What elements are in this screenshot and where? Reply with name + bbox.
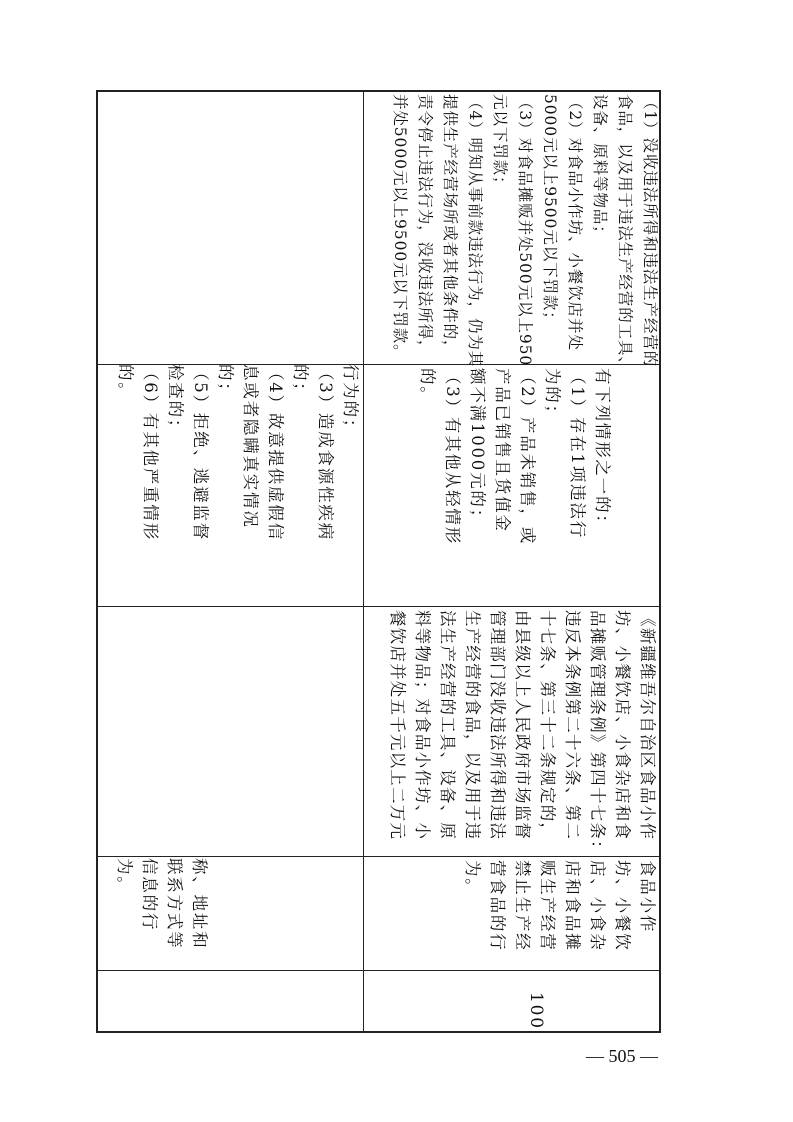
text-line: 行为的； — [341, 364, 360, 438]
text-line: 额不满1000元的； — [468, 368, 487, 527]
row100-circumstance-cell — [415, 368, 615, 602]
text-line: 十七条、第三十二条规定的， — [538, 610, 557, 841]
row-divider — [363, 90, 364, 1033]
text-line: 联系方式等 — [165, 858, 184, 950]
text-line: 检查的； — [166, 364, 185, 438]
text-line: 坊、小餐饮 — [613, 860, 632, 952]
text-line: 营食品的行 — [488, 860, 507, 952]
text-line: 并处5000元以上9500元以下罚款。 — [391, 94, 409, 361]
text-line: 料等物品；对食品小作坊、小 — [413, 610, 432, 841]
text-line: （3）有其他从轻情形 — [443, 368, 462, 545]
text-line: 为的； — [543, 368, 562, 423]
text-line: 贩生产经营 — [538, 860, 557, 952]
prev-row-severe-cell — [113, 364, 363, 604]
text-line: 禁止生产经 — [513, 860, 532, 952]
text-line: 食品小作 — [638, 860, 657, 934]
prev-row-name-cell — [112, 858, 212, 968]
text-line: 生产经营的食品，以及用于违 — [463, 610, 482, 841]
text-line: 为。 — [463, 860, 482, 897]
text-line: 提供生产经营场所或者其他条件的， — [441, 94, 459, 357]
row100-name-cell — [460, 860, 660, 970]
text-line: （3）对食品摊贩并处500元以上950 — [516, 94, 534, 367]
col-divider-name-basis — [96, 856, 661, 857]
text-line: 法生产经营的工具、设备、原 — [438, 610, 457, 841]
text-line: 店和食品摊 — [563, 860, 582, 952]
text-line: （6）有其他严重情形 — [141, 364, 160, 541]
text-line: 称、地址和 — [190, 858, 209, 950]
page-number: — 505 — — [586, 1046, 658, 1066]
text-line: （5）拒绝、逃避监督 — [191, 364, 210, 541]
row100-legal-basis-cell — [385, 610, 660, 858]
text-line: 的。 — [116, 364, 135, 401]
col-divider-basis-circumstance — [96, 606, 661, 607]
text-line: （1）存在1项违法行 — [568, 368, 587, 539]
text-line: （2）产品未销售，或 — [518, 368, 537, 545]
text-line: 为。 — [115, 858, 134, 895]
text-line: （3）造成食源性疾病 — [316, 364, 335, 541]
text-line: 信息的行 — [140, 858, 159, 932]
row100-penalty-cell — [387, 94, 662, 373]
text-line: （4）明知从事前款违法行为，仍为其 — [466, 94, 484, 368]
text-line: 《新疆维吾尔自治区食品小作 — [638, 610, 657, 841]
text-line: （4）故意提供虚假信 — [266, 364, 285, 541]
text-line: 的； — [216, 364, 235, 401]
text-line: 食品，以及用于违法生产经营的工具、 — [616, 94, 634, 373]
text-line: 由县级以上人民政府市场监督 — [513, 610, 532, 841]
text-line: 5000元以上9500元以下罚款； — [541, 94, 559, 328]
text-line: 设备、原料等物品； — [591, 94, 609, 242]
text-line: （1）没收违法所得和违法生产经营的 — [641, 94, 659, 368]
row-number: 100 — [526, 992, 546, 1030]
col-divider-number-name — [96, 970, 661, 971]
text-line: 坊、小餐饮店、小食杂店和食 — [613, 610, 632, 841]
text-line: 产品已销售且货值金 — [493, 368, 512, 533]
text-line: 管理部门没收违法所得和违法 — [488, 610, 507, 841]
text-line: 责令停止违法行为，没收违法所得， — [416, 94, 434, 357]
text-line: 的； — [291, 364, 310, 401]
text-line: 品摊贩管理条例》第四十七条： — [588, 610, 607, 858]
text-line: 店、小食杂 — [588, 860, 607, 952]
text-line: 有下列情形之一的： — [593, 368, 612, 533]
text-line: 元以下罚款； — [491, 94, 509, 193]
text-line: 违反本条例第二十六条、第二 — [563, 610, 582, 841]
text-line: 的。 — [418, 368, 437, 405]
text-line: 餐饮店并处五千元以上二万元 — [388, 610, 407, 841]
text-line: （2）对食品小作坊、小餐饮店并处 — [566, 94, 584, 351]
text-line: 息或者隐瞒真实情况 — [241, 364, 260, 529]
row-number-cell — [523, 992, 548, 1032]
